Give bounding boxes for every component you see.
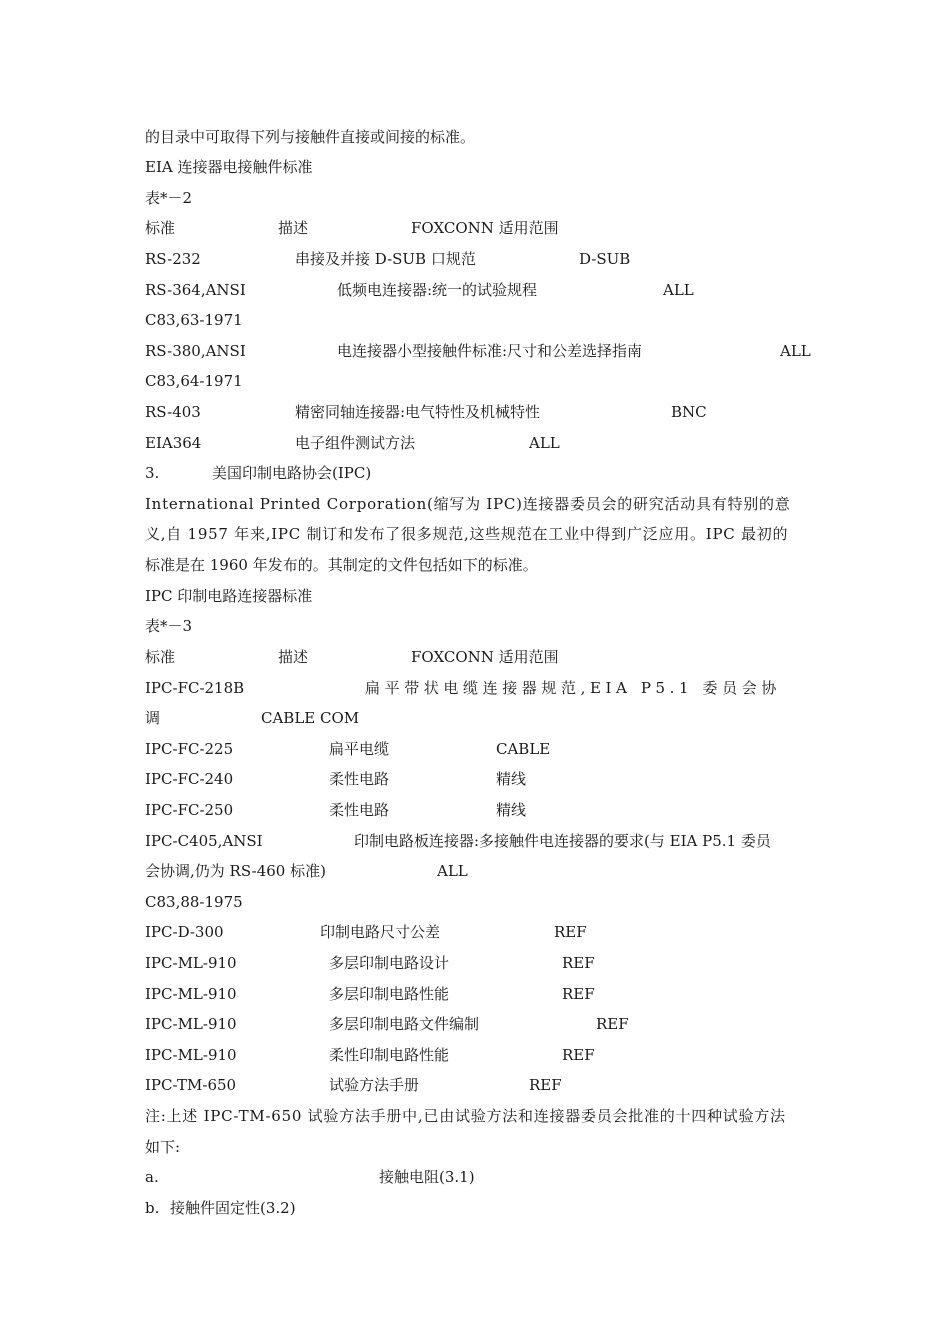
section-title: 美国印制电路协会(IPC) xyxy=(212,464,372,482)
list-text: 接触电阻(3.1) xyxy=(379,1168,475,1186)
header-description: 描述 xyxy=(278,648,309,666)
header-scope: FOXCONN 适用范围 xyxy=(411,219,559,237)
header-standard: 标准 xyxy=(145,219,176,237)
section-number: 3. xyxy=(145,464,160,482)
list-text: 接触件固定性(3.2) xyxy=(170,1199,296,1217)
document-page: 的目录中可取得下列与接触件直接或间接的标准。 EIA 连接器电接触件标准 表*－2 标准 描述 FOXCONN 适用范围 RS-232 串接及并接 D-SUB 口规范 D-SUB RS-364,ANSI 低频电连接器:统一的试验规程 ALL C83,63-1971 RS-380,ANSI 电连接器小型接触件标准:尺寸和公差选择指南 ALL C83,64-1971 RS-403 精密同轴连接器:电气特性及机械特性 BNC EIA364 电子组件测试方法 ALL 3. 美国印制电路协会(IPC) International Printed Corporation(缩写为 IPC)连接器委员会的研究活动具有特别的意 义,自 1957 年来,IPC 制订和发布了很多规范,这些规范在工业中得到广泛应用。IPC 最初的 标准是在 1960 年发布的。其制定的文件包括如下的标准。 IPC 印制电路连接器标准 表*－3 标准 描述 FOXCONN 适用范围 IPC-FC-218B 扁平带状电缆连接器规范,EIA P5.1 委员会协 调 CABLE COM IPC-FC-225 扁平电缆 CABLE IPC-FC-240 柔性电路 精线 IPC-FC-250 柔性电路 精线 IPC-C405,ANSI 印制电路板连接器:多接触件电连接器的要求(与 EIA P5.1 委员 会协调,仍为 RS-460 标准) ALL C83,88-1975 IPC-D-300 印制电路尺寸公差 REF IPC-ML-910 多层印制电路设计 REF IPC-ML-910 多层印制电路性能 REF IPC-ML-910 多层印制电路文件编制 REF IPC-ML-910 柔性印制电路性能 REF IPC-TM-650 试验方法手册 REF 注:上述 IPC-TM-650 试验方法手册中,已由试验方法和连接器委员会批准的十四种试验方法 如下: a. 接触电阻(3.1) b. 接触件固定性(3.2) xyxy=(0,0,950,1344)
header-description: 描述 xyxy=(278,219,309,237)
header-scope: FOXCONN 适用范围 xyxy=(411,648,559,666)
header-standard: 标准 xyxy=(145,648,176,666)
list-marker: a. xyxy=(145,1168,159,1186)
list-marker: b. xyxy=(145,1199,160,1217)
